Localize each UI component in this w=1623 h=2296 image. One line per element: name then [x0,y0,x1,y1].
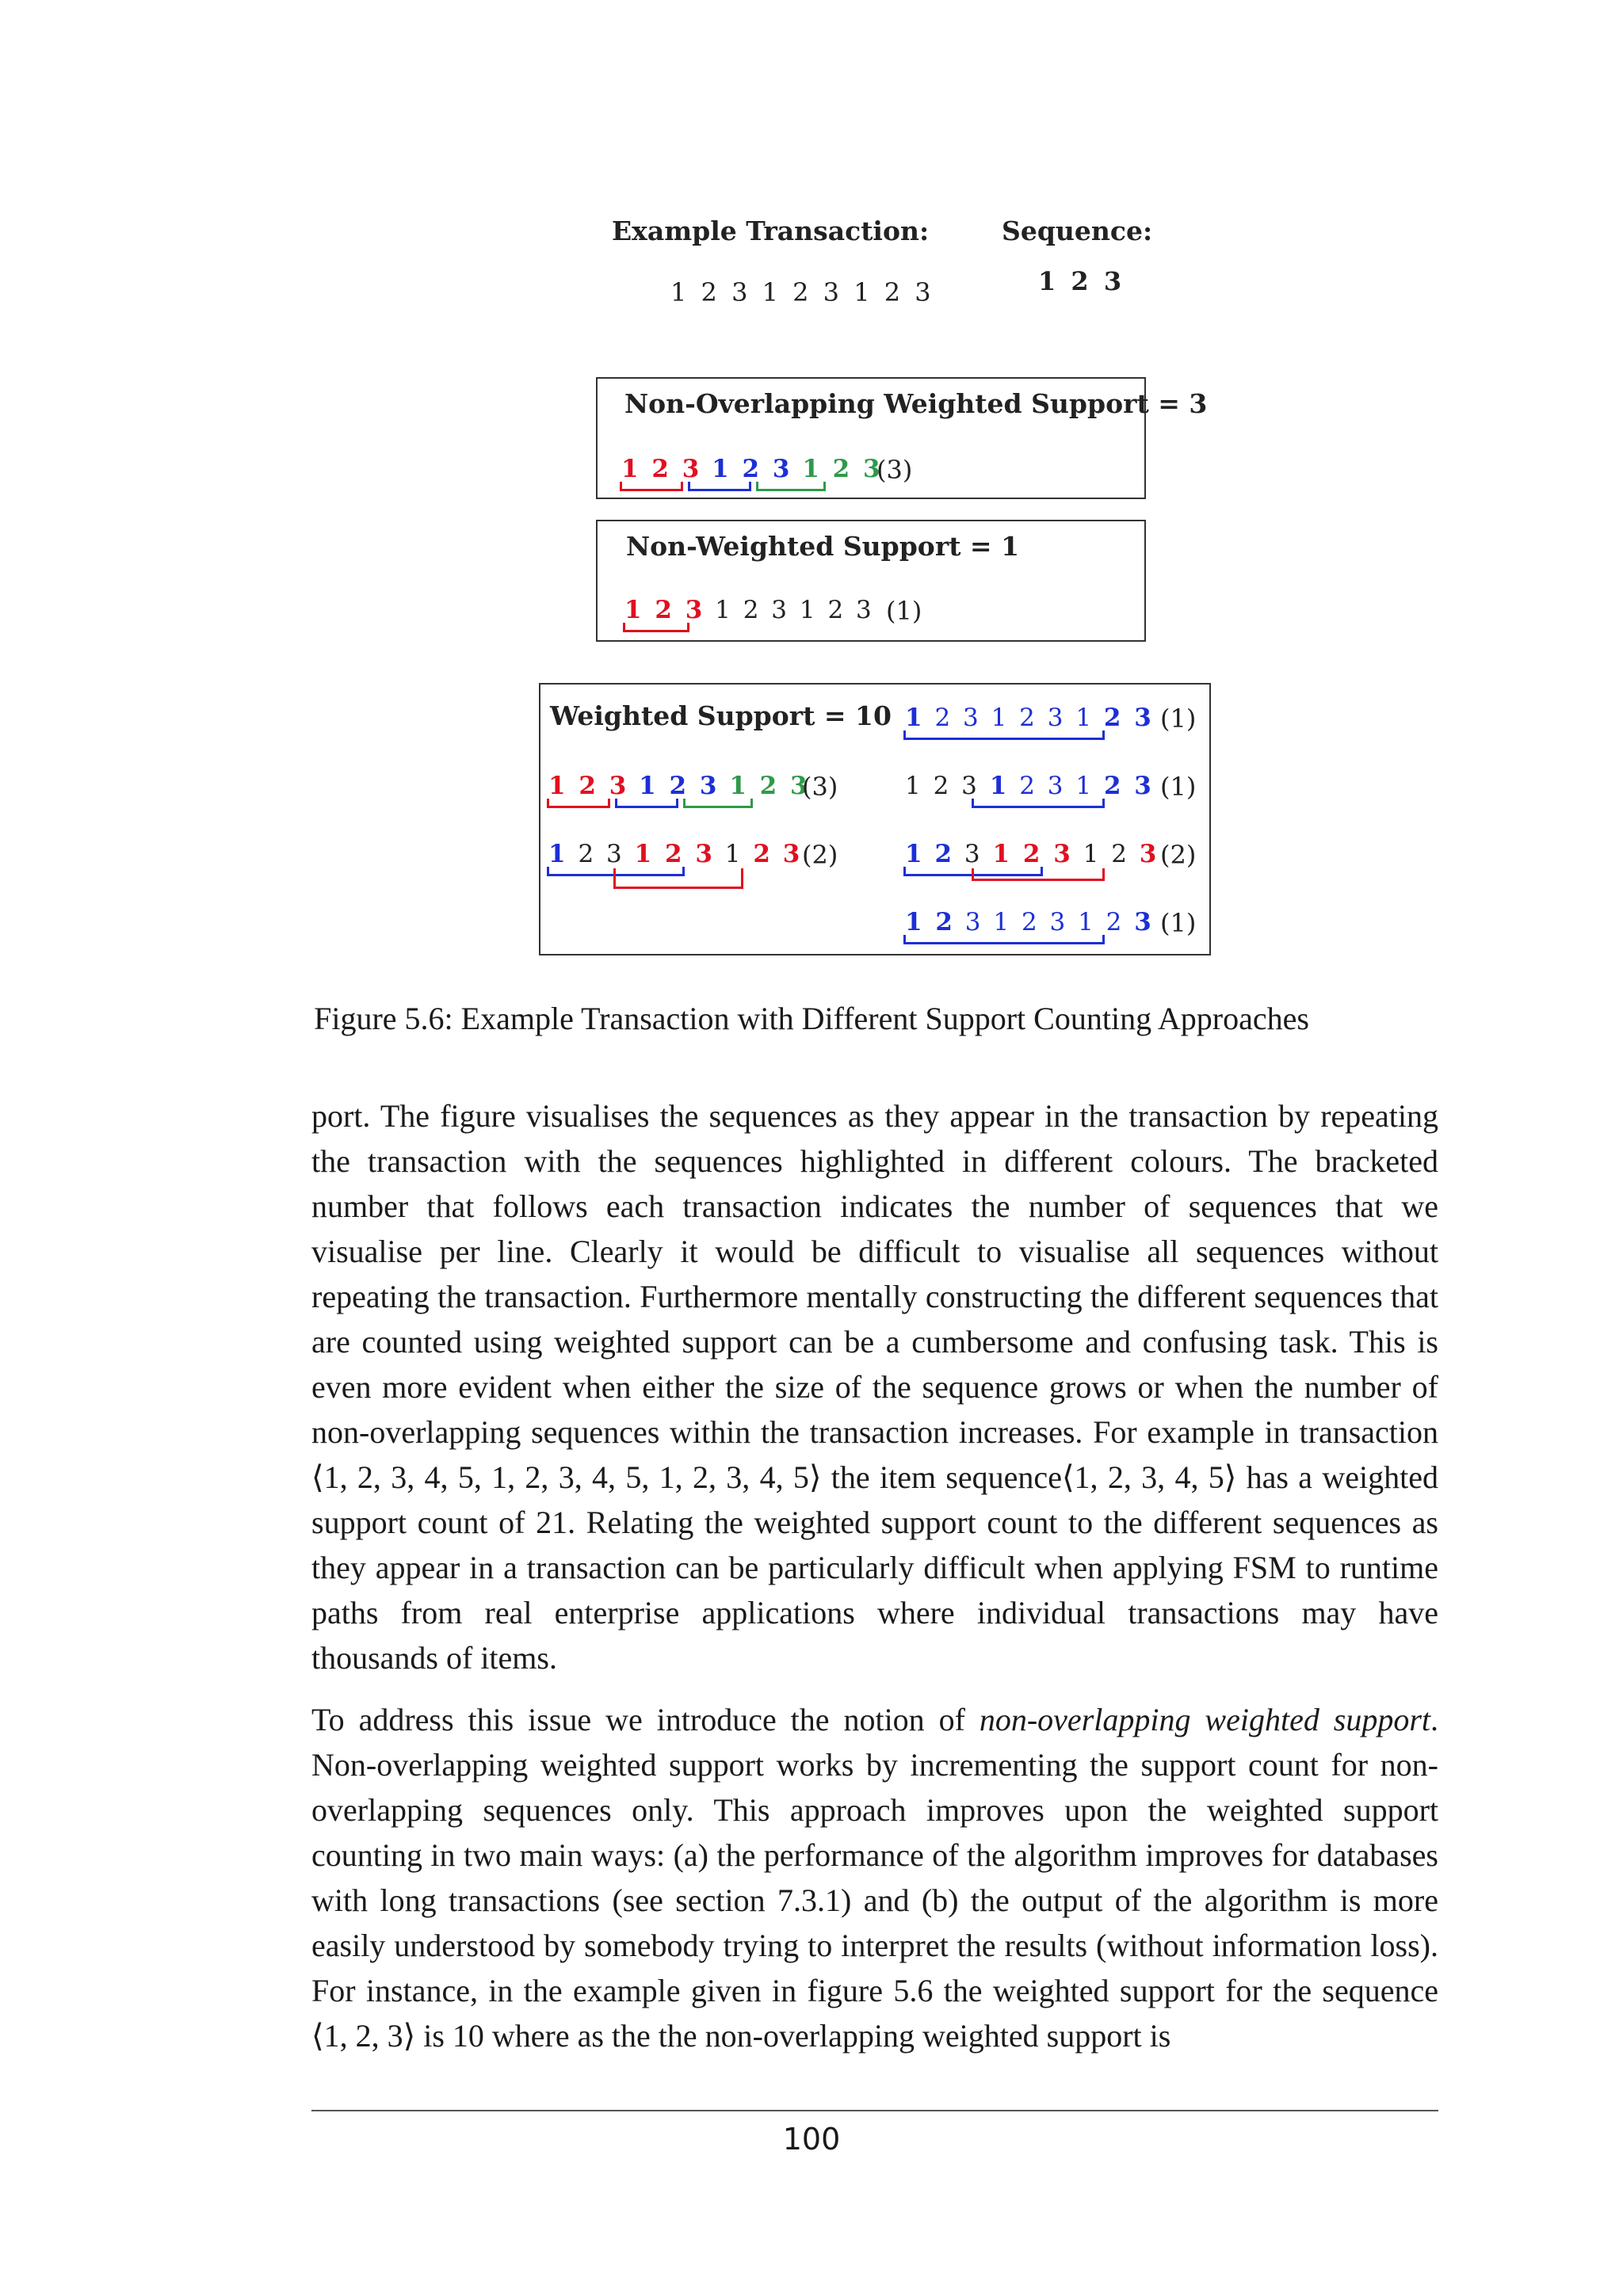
emphasis-term: non-overlapping weighted support [979,1702,1430,1737]
seq-segment: 3 [782,840,803,868]
weighted-support-title: Weighted Support = 10 [550,700,892,731]
paragraph-2 [311,1697,1438,2058]
seq-segment: 3 [1134,908,1154,936]
weighted-support-box [539,683,1211,955]
bracket [547,799,610,808]
sequence-label: Sequence: [1002,215,1153,246]
footer-rule [311,2110,1438,2111]
seq-segment: 1 2 [905,908,955,936]
nonoverlapping-support-title: Non-Overlapping Weighted Support = 3 [624,388,1208,419]
seq-segment: 1 2 3 [992,840,1073,868]
seq-segment: 2 3 [1103,772,1154,800]
weighted-right-row-3 [905,840,1159,868]
paragraph-2-text: . Non-overlapping weighted support works by incrementing the support count for non-overlapping sequences only. This approach improves upon the weighted support counting in two main ways: (a) the performance of the algorithm improves for databases with long transactions (see section 7.3.1) and (b) the output of the algorithm is more easily understood by somebody trying to interpret the results (without information loss). For instance, in the example given in figure 5.6 the weighted support for the sequence ⟨1, 2, 3⟩ is 10 where as the the non-overlapping weighted support is [311,1702,1438,2054]
seq-segment: 2 3 1 [1019,772,1094,800]
seq-segment: 3 [964,840,983,868]
seq-segment: 3 [1139,840,1159,868]
nonweighted-support-box [596,520,1146,642]
sequence-count: (1) [1160,772,1197,802]
example-transaction-value: 1 2 3 1 2 3 1 2 3 [670,277,934,307]
bracket [972,868,1105,881]
sequence-count: (3) [802,772,838,802]
bracket [756,482,826,491]
sequence-count: (1) [1160,908,1197,938]
seq-segment: 1 2 3 [624,596,705,624]
seq-segment: 2 3 [1103,704,1154,732]
figure-caption: Figure 5.6: Example Transaction with Different Support Counting Approaches [314,1001,1309,1036]
weighted-right-row-1 [905,704,1154,732]
bracket [903,730,1105,740]
bracket [620,482,683,491]
bracket [903,935,1105,944]
seq-segment: 1 [548,840,568,868]
seq-segment: 1 2 3 [634,840,715,868]
bracket [972,799,1105,808]
seq-segment: 1 2 3 [621,455,702,483]
bracket [623,623,689,632]
sequence-value: 1 2 3 [1038,266,1125,296]
sequence-count: (3) [876,455,913,485]
bracket [683,799,753,808]
bracket [613,868,743,889]
seq-segment: 3 1 2 3 1 2 [964,908,1125,936]
weighted-left-row-2 [548,840,802,868]
paragraph-2-text: To address this issue we introduce the notion of [311,1702,980,1737]
paragraph-1: port. The figure visualises the sequences as they appear in the transaction by repeating the transaction with the sequences highlighted in different colours. The bracketed number that follows each transaction indicates the number of sequences that we visualise per line. Clearly it would be difficult to visualise all sequences without repeating the transaction. Furthermore mentally constructing the different sequences that are counted using weighted support can be a cumbersome and confusing task. This is even more evident when either the size of the sequence grows or when the number of non-overlapping sequences within the transaction increases. For example in transaction ⟨1, 2, 3, 4, 5, 1, 2, 3, 4, 5, 1, 2, 3, 4, 5⟩ the item sequence⟨1, 2, 3, 4, 5⟩ has a weighted support count of 21. Relating the weighted support count to the different sequences as they appear in a transaction can be particularly difficult when applying FSM to runtime paths from real enterprise applications where individual transactions may have thousands of items. [311,1098,1438,1676]
nonweighted-support-title: Non-Weighted Support = 1 [626,531,1020,562]
seq-segment: 1 2 3 [729,772,810,800]
weighted-right-row-4 [905,908,1154,936]
sequence-count: (1) [886,596,922,626]
seq-segment: 2 3 [578,840,624,868]
page-number: 100 [782,2122,841,2157]
seq-segment: 1 2 3 [712,455,792,483]
figure-5-6 [0,0,1623,998]
seq-segment: 2 3 1 2 3 1 [934,704,1094,732]
nonoverlapping-support-box [596,377,1208,499]
sequence-count: (1) [1160,704,1197,734]
seq-segment: 1 2 [1083,840,1129,868]
seq-segment: 2 [934,840,955,868]
seq-segment: 1 [905,840,925,868]
seq-segment: 1 [724,840,743,868]
weighted-left-row-1 [548,772,810,800]
seq-segment: 1 2 3 [548,772,629,800]
weighted-right-row-2 [905,772,1154,800]
seq-segment: 1 2 3 [802,455,883,483]
seq-segment: 1 [905,704,925,732]
seq-segment: 1 2 3 [905,772,980,800]
seq-segment: 2 [753,840,773,868]
nonweighted-row [624,596,874,624]
nonoverlapping-row [621,455,883,483]
sequence-count: (2) [802,840,838,870]
bracket [688,482,751,491]
bracket [615,799,678,808]
example-transaction-label: Example Transaction: [612,215,930,246]
seq-segment: 1 2 3 1 2 3 [715,596,874,624]
sequence-count: (2) [1160,840,1197,870]
seq-segment: 1 2 3 [639,772,720,800]
seq-segment: 1 [989,772,1010,800]
